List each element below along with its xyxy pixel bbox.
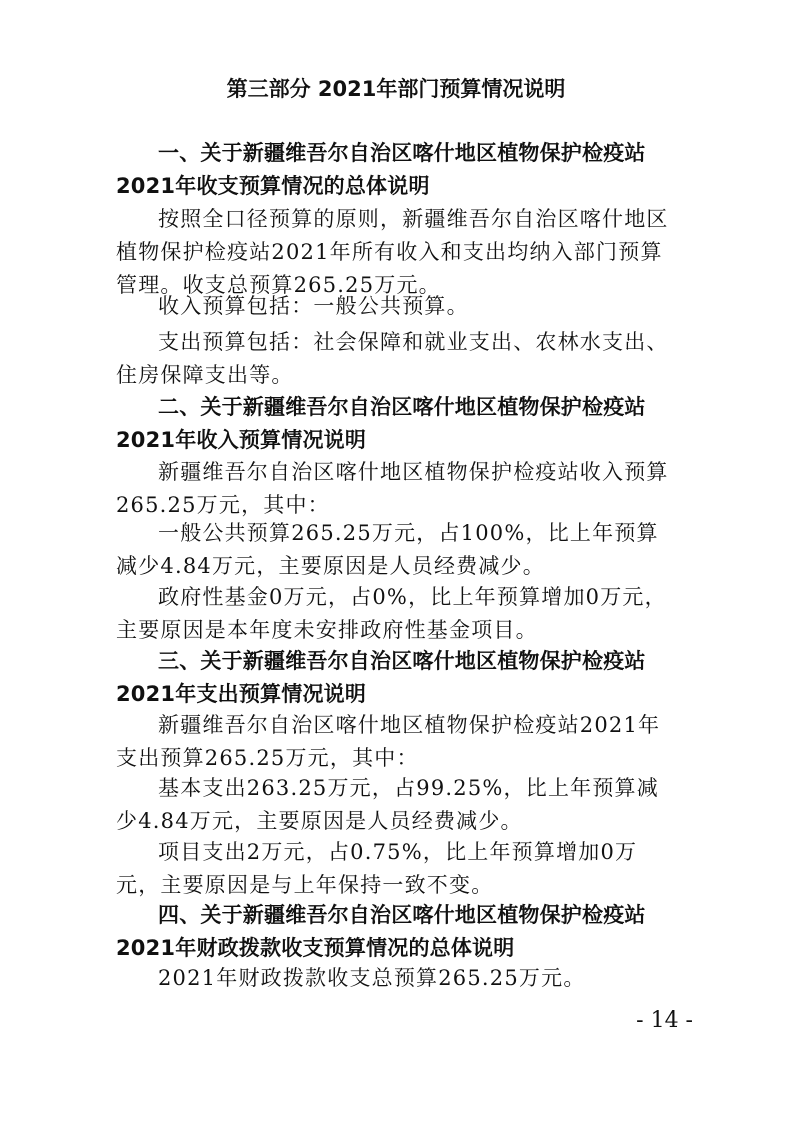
section-1-heading: 一、关于新疆维吾尔自治区喀什地区植物保护检疫站2021年收支预算情况的总体说明 <box>116 141 646 198</box>
section-3-heading: 三、关于新疆维吾尔自治区喀什地区植物保护检疫站2021年支出预算情况说明 <box>116 649 646 706</box>
section-3-paragraph-3: 项目支出2万元，占0.75%，比上年预算增加0万元，主要原因是与上年保持一致不变。 <box>116 840 638 897</box>
section-1-paragraph-2: 收入预算包括：一般公共预算。 <box>158 294 469 318</box>
section-2-paragraph-2: 一般公共预算265.25万元，占100%，比上年预算减少4.84万元，主要原因是人员经费减少。 <box>116 521 659 578</box>
section-3-paragraph-1: 新疆维吾尔自治区喀什地区植物保护检疫站2021年支出预算265.25万元，其中： <box>116 713 661 770</box>
section-2-heading: 二、关于新疆维吾尔自治区喀什地区植物保护检疫站2021年收入预算情况说明 <box>116 395 646 452</box>
section-2-paragraph-3: 政府性基金0万元，占0%，比上年预算增加0万元，主要原因是本年度未安排政府性基金项目。 <box>116 585 667 642</box>
section-1-paragraph-1: 按照全口径预算的原则，新疆维吾尔自治区喀什地区植物保护检疫站2021年所有收入和支出均纳入部门预算管理。收支总预算265.25万元。 <box>116 207 669 297</box>
section-4-paragraph-1: 2021年财政拨款收支总预算265.25万元。 <box>158 966 586 990</box>
section-1-paragraph-3: 支出预算包括：社会保障和就业支出、农林水支出、住房保障支出等。 <box>116 330 669 387</box>
section-3-paragraph-2: 基本支出263.25万元，占99.25%，比上年预算减少4.84万元，主要原因是人员经费减少。 <box>116 776 659 833</box>
section-4-heading: 四、关于新疆维吾尔自治区喀什地区植物保护检疫站2021年财政拨款收支预算情况的总体说明 <box>116 903 646 960</box>
section-2-paragraph-1: 新疆维吾尔自治区喀什地区植物保护检疫站收入预算265.25万元，其中： <box>116 460 669 517</box>
page-number: - 14 - <box>636 1008 693 1033</box>
page-title: 第三部分 2021年部门预算情况说明 <box>226 77 566 101</box>
